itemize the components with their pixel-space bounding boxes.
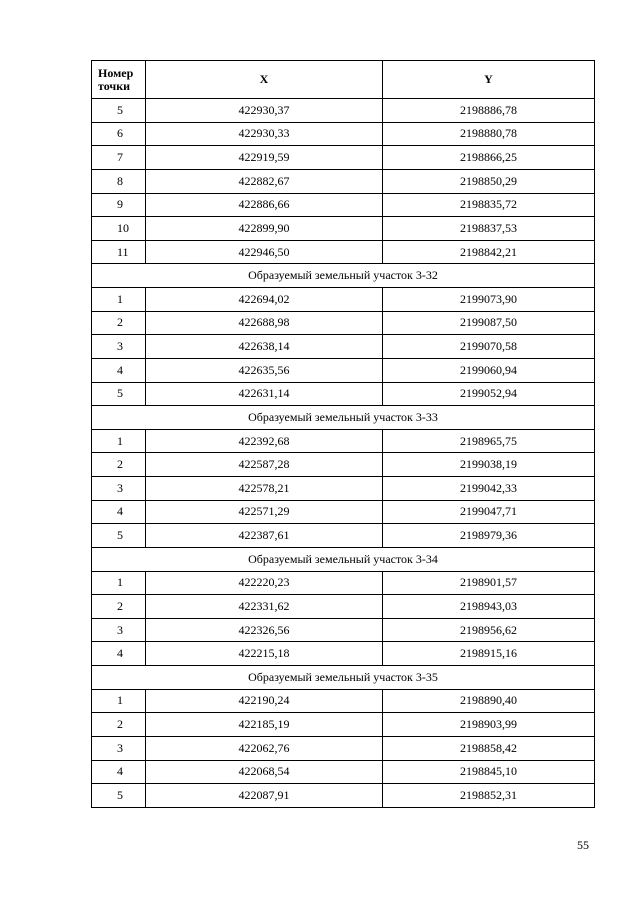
point-number-cell: 1 — [92, 689, 146, 713]
x-coordinate-cell: 422326,56 — [146, 618, 383, 642]
table-row — [92, 760, 595, 784]
table-row — [92, 122, 595, 146]
x-coordinate-cell: 422899,90 — [146, 217, 383, 241]
x-coordinate-cell: 422886,66 — [146, 193, 383, 217]
y-coordinate-cell: 2198858,42 — [383, 736, 595, 760]
table-row — [92, 453, 595, 477]
point-number-cell: 5 — [92, 382, 146, 406]
y-coordinate-cell: 2198845,10 — [383, 760, 595, 784]
y-coordinate-cell: 2198901,57 — [383, 571, 595, 595]
y-coordinate-cell: 2199073,90 — [383, 288, 595, 312]
x-coordinate-cell: 422919,59 — [146, 146, 383, 170]
table-row — [92, 99, 595, 123]
table-row — [92, 240, 595, 264]
table-row — [92, 524, 595, 548]
y-coordinate-cell: 2199042,33 — [383, 477, 595, 501]
x-coordinate-cell: 422638,14 — [146, 335, 383, 359]
section-title: Образуемый земельный участок 3-33 — [92, 406, 595, 430]
x-coordinate-cell: 422694,02 — [146, 288, 383, 312]
y-coordinate-cell: 2199060,94 — [383, 358, 595, 382]
table-row — [92, 193, 595, 217]
section-header-row — [92, 406, 595, 430]
y-coordinate-cell: 2198880,78 — [383, 122, 595, 146]
x-coordinate-cell: 422215,18 — [146, 642, 383, 666]
x-coordinate-cell: 422392,68 — [146, 429, 383, 453]
point-number-cell: 4 — [92, 760, 146, 784]
x-coordinate-cell: 422688,98 — [146, 311, 383, 335]
section-title: Образуемый земельный участок 3-32 — [92, 264, 595, 288]
section-title: Образуемый земельный участок 3-34 — [92, 547, 595, 571]
x-coordinate-cell: 422587,28 — [146, 453, 383, 477]
point-number-cell: 11 — [92, 240, 146, 264]
y-coordinate-cell: 2198956,62 — [383, 618, 595, 642]
point-number-cell: 2 — [92, 453, 146, 477]
x-coordinate-cell: 422635,56 — [146, 358, 383, 382]
y-coordinate-cell: 2199070,58 — [383, 335, 595, 359]
point-number-cell: 3 — [92, 736, 146, 760]
point-number-cell: 1 — [92, 429, 146, 453]
table-row — [92, 311, 595, 335]
point-number-cell: 3 — [92, 618, 146, 642]
y-coordinate-cell: 2199052,94 — [383, 382, 595, 406]
x-coordinate-cell: 422185,19 — [146, 713, 383, 737]
point-number-cell: 4 — [92, 500, 146, 524]
y-coordinate-cell: 2198979,36 — [383, 524, 595, 548]
point-number-cell: 6 — [92, 122, 146, 146]
table-row — [92, 217, 595, 241]
header-y: Y — [383, 61, 595, 99]
point-number-cell: 2 — [92, 311, 146, 335]
point-number-cell: 1 — [92, 571, 146, 595]
header-point-number: Номер точки — [92, 61, 146, 99]
point-number-cell: 8 — [92, 169, 146, 193]
y-coordinate-cell: 2198835,72 — [383, 193, 595, 217]
section-header-row — [92, 264, 595, 288]
y-coordinate-cell: 2198837,53 — [383, 217, 595, 241]
table-row — [92, 382, 595, 406]
y-coordinate-cell: 2198850,29 — [383, 169, 595, 193]
x-coordinate-cell: 422571,29 — [146, 500, 383, 524]
table-row — [92, 358, 595, 382]
table-row — [92, 784, 595, 808]
point-number-cell: 5 — [92, 784, 146, 808]
table-row — [92, 477, 595, 501]
point-number-cell: 4 — [92, 642, 146, 666]
header-x: X — [146, 61, 383, 99]
x-coordinate-cell: 422190,24 — [146, 689, 383, 713]
x-coordinate-cell: 422930,37 — [146, 99, 383, 123]
table-row — [92, 169, 595, 193]
table-row — [92, 146, 595, 170]
table-row — [92, 288, 595, 312]
y-coordinate-cell: 2198915,16 — [383, 642, 595, 666]
y-coordinate-cell: 2198842,21 — [383, 240, 595, 264]
table-row — [92, 335, 595, 359]
section-header-row — [92, 547, 595, 571]
y-coordinate-cell: 2198852,31 — [383, 784, 595, 808]
point-number-cell: 2 — [92, 595, 146, 619]
point-number-cell: 2 — [92, 713, 146, 737]
point-number-cell: 7 — [92, 146, 146, 170]
y-coordinate-cell: 2199038,19 — [383, 453, 595, 477]
table-row — [92, 571, 595, 595]
coordinates-table — [91, 60, 595, 808]
y-coordinate-cell: 2199087,50 — [383, 311, 595, 335]
x-coordinate-cell: 422631,14 — [146, 382, 383, 406]
table-row — [92, 618, 595, 642]
y-coordinate-cell: 2198943,03 — [383, 595, 595, 619]
x-coordinate-cell: 422387,61 — [146, 524, 383, 548]
point-number-cell: 5 — [92, 99, 146, 123]
x-coordinate-cell: 422578,21 — [146, 477, 383, 501]
x-coordinate-cell: 422946,50 — [146, 240, 383, 264]
y-coordinate-cell: 2198886,78 — [383, 99, 595, 123]
y-coordinate-cell: 2198866,25 — [383, 146, 595, 170]
x-coordinate-cell: 422220,23 — [146, 571, 383, 595]
table-row — [92, 713, 595, 737]
x-coordinate-cell: 422882,67 — [146, 169, 383, 193]
y-coordinate-cell: 2198965,75 — [383, 429, 595, 453]
x-coordinate-cell: 422062,76 — [146, 736, 383, 760]
point-number-cell: 9 — [92, 193, 146, 217]
y-coordinate-cell: 2199047,71 — [383, 500, 595, 524]
x-coordinate-cell: 422930,33 — [146, 122, 383, 146]
page-number: 55 — [577, 838, 589, 852]
y-coordinate-cell: 2198903,99 — [383, 713, 595, 737]
point-number-cell: 10 — [92, 217, 146, 241]
x-coordinate-cell: 422331,62 — [146, 595, 383, 619]
table-row — [92, 642, 595, 666]
table-row — [92, 595, 595, 619]
table-header-row — [92, 61, 595, 99]
x-coordinate-cell: 422087,91 — [146, 784, 383, 808]
table-row — [92, 429, 595, 453]
section-header-row — [92, 666, 595, 690]
point-number-cell: 5 — [92, 524, 146, 548]
point-number-cell: 3 — [92, 335, 146, 359]
point-number-cell: 3 — [92, 477, 146, 501]
table-row — [92, 689, 595, 713]
section-title: Образуемый земельный участок 3-35 — [92, 666, 595, 690]
table-row — [92, 500, 595, 524]
table-row — [92, 736, 595, 760]
y-coordinate-cell: 2198890,40 — [383, 689, 595, 713]
x-coordinate-cell: 422068,54 — [146, 760, 383, 784]
point-number-cell: 1 — [92, 288, 146, 312]
table-body — [92, 99, 595, 808]
point-number-cell: 4 — [92, 358, 146, 382]
